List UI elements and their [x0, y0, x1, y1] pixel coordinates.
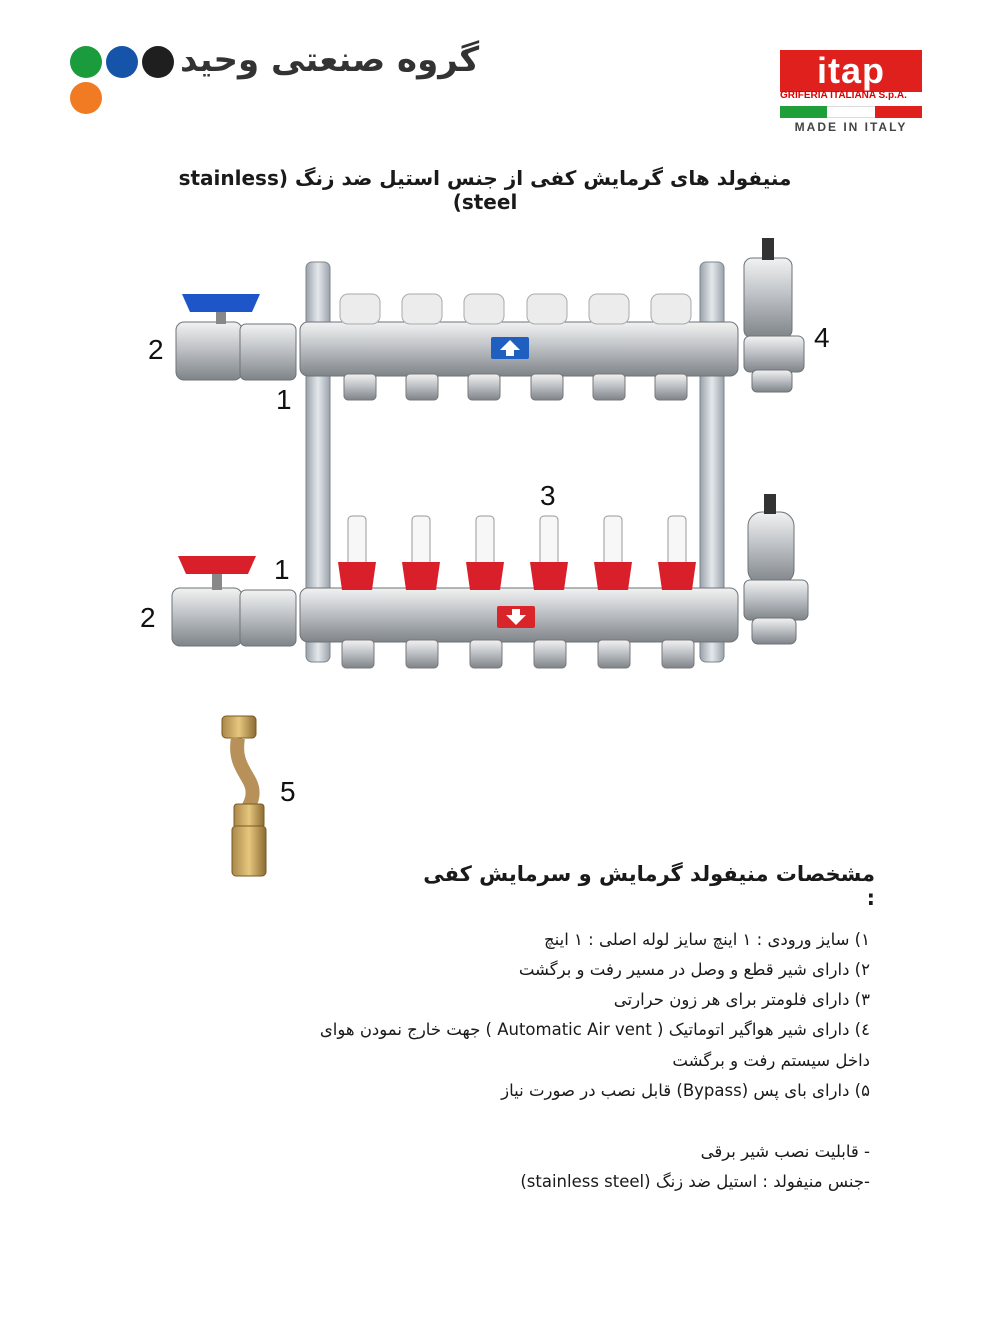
air-vent-top [744, 238, 804, 392]
bypass-pipe [222, 716, 266, 876]
callout-4: 4 [814, 322, 830, 353]
return-outlets [342, 640, 694, 668]
specs-heading: مشخصات منیفولد گرمایش و سرمایش کفی : [423, 862, 875, 910]
callout-3: 3 [540, 480, 556, 511]
callout-1-bottom: 1 [274, 554, 290, 585]
return-manifold [300, 516, 738, 668]
callout-1-top: 1 [276, 384, 292, 415]
callout-2-top: 2 [148, 334, 164, 365]
spec-item: داخل سیستم رفت و برگشت [672, 1051, 870, 1070]
spec-item: ۱) سایز ورودی : ۱ اینچ سایز لوله اصلی : ۱ اینچ [543, 930, 870, 949]
ball-valve-blue [176, 294, 296, 380]
brand-mark: itap [780, 50, 922, 92]
made-in-label: MADE IN ITALY [794, 120, 908, 134]
brand-company-line: GRIFERIA ITALIANA S.p.A. [780, 90, 907, 101]
supply-manifold [300, 294, 738, 400]
spec-note: - قابلیت نصب شیر برقی [700, 1142, 870, 1161]
air-vent-bottom [744, 494, 808, 644]
callout-2-bottom: 2 [140, 602, 156, 633]
spec-item: ٤) دارای شیر هواگیر اتوماتیک ( Automatic Air vent ) جهت خارج نمودن هوای [319, 1020, 870, 1039]
supply-outlets [344, 374, 687, 400]
spec-item: ۵) دارای بای پس (Bypass) قابل نصب در صورت نیاز [501, 1081, 870, 1100]
spec-item: ۲) دارای شیر قطع و وصل در مسیر رفت و برگشت [518, 960, 870, 979]
callout-5: 5 [280, 776, 296, 807]
spec-item: ۳) دارای فلومتر برای هر زون حرارتی [613, 990, 870, 1009]
spec-note: -جنس منیفولد : استیل ضد زنگ (stainless steel) [520, 1172, 870, 1191]
thermo-caps [340, 294, 691, 324]
flowmeters [338, 516, 696, 590]
page-title: منیفولد های گرمایش کفی از جنس استیل ضد زنگ (stainless steel) [178, 166, 792, 214]
company-name: گروه صنعتی وحید [180, 40, 480, 80]
